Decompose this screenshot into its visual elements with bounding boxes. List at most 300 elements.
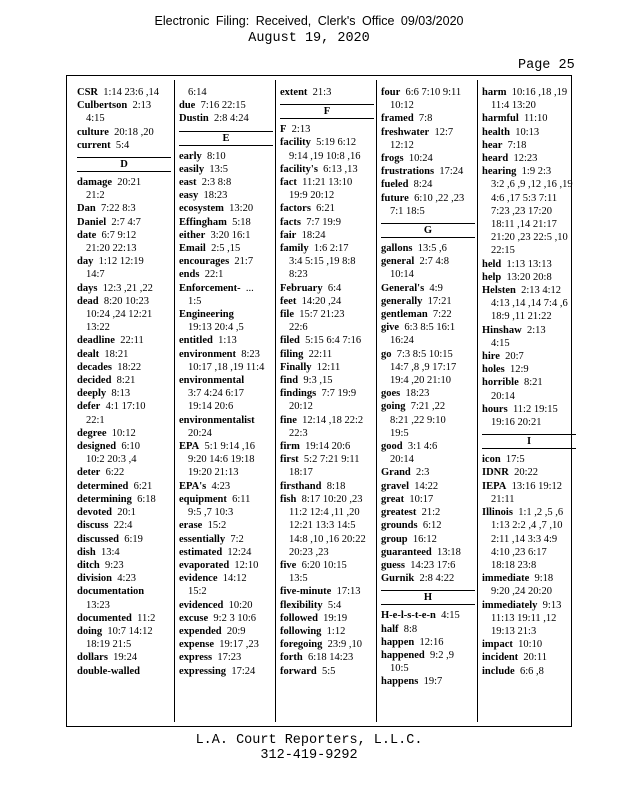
index-term: frustrations [381,166,435,178]
index-term: decades [77,361,112,373]
index-term: generally [381,295,423,307]
index-term: due [179,100,196,112]
index-entry [280,599,374,612]
index-entry [280,387,374,400]
index-references: 11:21 13:10 [302,177,353,189]
index-references: 6:10 [121,441,141,453]
index-references: 21:3 [312,87,332,98]
index-entry [482,665,576,678]
index-entry [179,176,273,189]
index-term: deter [77,467,101,479]
index-entry [381,609,475,622]
index-continuation: 7:1 18:5 [390,205,425,217]
index-entry [280,440,374,453]
index-references: 7:18 [507,139,527,151]
index-references: 3:20 16:1 [210,229,251,241]
index-term: harm [482,87,507,98]
index-term: give [381,322,400,334]
index-entry [77,255,171,268]
index-references: 20:18 ,20 [114,126,154,138]
index-term: group [381,533,408,545]
index-term: deadline [77,335,115,347]
index-entry [179,625,273,638]
index-references: 2:13 [132,100,152,112]
index-term: half [381,623,399,635]
index-term: firm [280,441,300,453]
index-term: equipment [179,493,227,505]
index-references: 5:19 6:12 [316,137,357,149]
index-references: 5:4 [327,599,342,611]
index-references: 1:12 12:19 [98,256,144,268]
page-number: Page 25 [518,58,575,73]
index-entry [280,374,374,387]
index-continuation: 11:4 13:20 [491,100,536,112]
index-term: February [280,282,323,294]
index-references: 20:7 [505,351,524,363]
index-term: general [381,256,415,268]
index-term: flexibility [280,599,323,611]
index-term: IEPA [482,480,507,492]
index-continuation: 1:13 2:2 ,4 ,7 ,10 [491,520,563,532]
index-references: 18:23 [405,388,430,400]
index-term: Dan [77,203,96,215]
index-references: 6:21 [133,480,153,492]
index-references: 8:21 [116,375,136,387]
index-references: 2:7 4:7 [111,216,141,228]
index-term: double-walled [77,665,141,677]
index-term: Enforcement- [179,282,241,294]
index-term: ecosystem [179,203,224,215]
index-references: 13:20 [229,203,254,215]
index-term: gentleman [381,309,428,321]
index-references: 4:23 [211,480,231,492]
index-entry [77,374,171,387]
index-references: 20:1 [117,507,136,519]
index-column-3 [280,86,374,720]
index-term: factors [280,203,311,215]
index-references: 20:22 [514,467,539,479]
index-references: 17:13 [336,586,361,598]
index-entry [381,86,475,99]
index-entry [381,321,475,334]
index-term: frogs [381,153,404,165]
index-references: 8:21 [524,377,543,389]
index-entry [482,258,576,271]
index-references: 21:7 [234,256,254,268]
index-entry [482,506,576,519]
index-continuation: 7:23 ,23 17:20 [491,205,552,217]
index-references: 7:21 ,22 [410,401,446,413]
index-continuation: 13:22 [86,322,110,334]
index-references: 6:22 [105,467,125,479]
index-entry [179,651,273,664]
index-references: 23:9 ,10 [327,639,363,651]
index-references: 10:10 [518,639,543,651]
index-entry [77,216,171,229]
index-entry [280,348,374,361]
index-references: 6:11 [232,493,251,505]
index-term: hear [482,139,503,151]
index-entry [179,202,273,215]
index-references: 12:24 [227,546,252,558]
index-entry [381,242,475,255]
index-entry [179,414,273,427]
index-term: happened [381,649,425,661]
index-continuation: 10:24 ,24 12:21 [86,309,153,321]
index-entry [179,480,273,493]
index-entry [77,348,171,361]
index-entry [381,466,475,479]
index-continuation: 9:20 ,24 20:20 [491,586,552,598]
index-entry [179,150,273,163]
index-term: decided [77,375,112,387]
index-continuation: 21:20 ,23 22:5 ,10 [491,232,568,244]
index-entry [280,282,374,295]
word-index-frame [66,75,572,727]
index-entry [77,334,171,347]
index-references: 17:5 [505,454,525,466]
index-references: 12:23 [513,153,538,165]
index-entry [77,139,171,152]
index-term: gravel [381,480,409,492]
index-term: happens [381,676,419,688]
index-term: findings [280,388,317,400]
index-term: forward [280,665,317,677]
index-term: first [280,454,299,466]
index-continuation: 3:2 ,6 ,9 ,12 ,16 ,19 [491,179,573,191]
index-entry [381,112,475,125]
index-references: 8:8 [403,623,418,635]
index-continuation: 20:14 [390,454,414,466]
index-continuation: 10:17 ,18 ,19 11:4 [188,361,265,373]
index-entry [77,506,171,519]
index-entry [77,612,171,625]
index-entry [280,216,374,229]
index-references: 2:13 [526,324,546,336]
index-entry [280,493,374,506]
index-references: 11:2 [137,612,156,624]
index-entry [77,559,171,572]
column-divider [477,80,478,722]
index-references: 6:20 10:15 [301,559,347,571]
index-continuation: 10:5 [390,663,409,675]
index-term: feet [280,295,297,307]
index-references: 22:11 [120,335,144,347]
index-term: facts [280,216,301,228]
index-term: H-e-l-s-t-e-n [381,610,436,622]
index-term: Gurnik [381,573,415,585]
index-continuation: 4:15 [86,113,105,125]
index-continuation: 21:2 [86,190,105,202]
index-references: 1:13 13:13 [506,258,552,270]
index-entry [77,519,171,532]
index-continuation: 22:1 [86,414,105,426]
index-entry [381,440,475,453]
index-entry [381,675,475,688]
index-entry [381,295,475,308]
reporter-phone: 312-419-9292 [260,748,358,763]
index-continuation: 9:5 ,7 10:3 [188,507,234,519]
index-references: 10:16 ,18 ,19 [511,87,568,98]
index-term: incident [482,652,519,664]
index-references: 17:24 [231,665,256,677]
index-term: early [179,150,202,162]
index-references: 17:24 [439,166,464,178]
index-entry [280,176,374,189]
index-continuation: 22:3 [289,427,308,439]
index-term: evidence [179,573,218,585]
index-term: documentation [77,586,145,598]
index-references: 20:9 [226,625,246,637]
index-continuation: 14:7 [86,269,105,281]
index-entry [482,152,576,165]
index-entry [280,242,374,255]
index-term: Engineering [179,309,234,321]
index-entry [381,649,475,662]
index-references: 6:4 [327,282,342,294]
index-references: 6:18 14:23 [308,652,354,664]
index-term: freshwater [381,126,430,138]
index-term: dead [77,295,99,307]
index-entry [482,165,576,178]
index-entry [77,282,171,295]
index-references: 2:7 4:8 [419,256,449,268]
index-references: 9:18 [534,573,554,585]
index-term: heard [482,153,509,165]
index-references: 6:10 ,22 ,23 [414,192,465,204]
index-entry [482,480,576,493]
index-entry [77,99,171,112]
index-continuation: 1:5 [188,295,202,307]
index-entry [77,202,171,215]
index-references: 8:20 10:23 [103,295,150,307]
index-entry [179,559,273,572]
index-entry [179,533,273,546]
index-term: Grand [381,467,411,479]
column-divider [376,80,377,722]
index-entry [482,376,576,389]
index-entry [179,572,273,585]
index-references: 11:2 19:15 [512,403,558,415]
index-references: 12:11 [316,361,341,373]
index-references: ... [245,282,254,294]
index-term: grounds [381,520,418,532]
index-term: Effingham [179,216,227,228]
index-term: day [77,256,94,268]
index-references: 13:5 [209,163,229,175]
index-term: date [77,229,97,241]
index-continuation: 14:7 ,8 ,9 17:17 [390,361,457,373]
index-entry [381,152,475,165]
index-entry [179,612,273,625]
index-entry [179,99,273,112]
index-term: evidenced [179,599,224,611]
index-term: followed [280,612,318,624]
index-references: 2:8 4:22 [419,573,455,585]
index-references: 7:22 [432,309,452,321]
index-continuation: 18:17 [289,467,313,479]
index-references: 8:17 10:20 ,23 [301,493,363,505]
index-term: environment [179,348,236,360]
index-entry [77,466,171,479]
index-entry [179,440,273,453]
index-entry [179,229,273,242]
index-references: 5:15 6:4 7:16 [305,335,362,347]
index-references: 8:13 [111,388,131,400]
index-references: 9:13 [542,599,562,611]
index-entry [280,585,374,598]
index-references: 7:7 19:9 [306,216,341,228]
index-continuation: 19:13 21:3 [491,625,537,637]
index-references: 6:7 9:12 [101,229,137,241]
index-entry [280,202,374,215]
index-term: guess [381,559,405,571]
index-term: fair [280,229,297,241]
index-term: Helsten [482,285,516,297]
index-entry [280,86,374,99]
index-continuation: 8:23 [289,269,308,281]
index-term: facility [280,137,311,149]
index-continuation: 19:13 20:4 ,5 [188,322,244,334]
index-entry [381,559,475,572]
index-references: 20:11 [523,652,547,664]
index-entry [381,480,475,493]
index-term: expense [179,639,214,651]
index-term: extent [280,87,308,98]
index-references: 12:14 ,18 22:2 [302,414,364,426]
index-entry [280,612,374,625]
index-references: 10:7 14:12 [107,625,153,637]
index-entry [77,493,171,506]
index-continuation: 11:2 12:4 ,11 ,20 [289,507,360,519]
index-term: help [482,271,502,283]
index-continuation: 18:18 23:8 [491,559,537,571]
index-references: 8:10 [207,150,226,162]
index-term: foregoing [280,639,323,651]
index-references: 7:7 19:9 [321,388,357,400]
index-entry [280,638,374,651]
index-continuation: 9:14 ,19 10:8 ,16 [289,150,361,162]
index-term: harmful [482,113,519,125]
index-term: discussed [77,533,120,545]
index-references: 13:18 [437,546,461,558]
index-term: expended [179,625,222,637]
index-term: estimated [179,546,223,558]
index-term: encourages [179,256,230,268]
index-references: 4:9 [429,282,443,294]
index-continuation: 4:10 ,23 6:17 [491,546,547,558]
index-entry [482,403,576,416]
reporter-company: L.A. Court Reporters, L.L.C. [195,733,423,748]
index-continuation: 18:9 ,11 21:22 [491,311,552,323]
index-continuation: 4:6 ,17 5:3 7:11 [491,192,558,204]
index-entry [77,625,171,638]
index-term: F [280,124,287,136]
index-references: 2:13 4:12 [521,285,562,297]
index-references: 1:1 ,2 ,5 ,6 [518,507,564,519]
index-term: firsthand [280,480,322,492]
index-entry [280,480,374,493]
index-references: 22:4 [113,520,133,532]
index-term: dealt [77,348,100,360]
index-column-2 [179,86,273,720]
index-references: 9:2 ,9 [430,649,454,661]
index-entry [77,533,171,546]
index-entry [482,271,576,284]
index-entry [77,229,171,242]
index-continuation: 9:20 14:6 19:18 [188,454,255,466]
section-letter: I [482,434,576,449]
index-references: 19:24 [113,652,138,664]
index-term: Dustin [179,113,209,125]
index-term: hearing [482,166,517,178]
index-continuation: 8:21 ,22 9:10 [390,414,446,426]
index-references: 10:20 [228,599,253,611]
index-references: 6:21 [316,203,335,215]
index-references: 3:1 4:6 [407,441,438,453]
index-entry [280,453,374,466]
index-references: 19:14 20:6 [305,441,351,453]
index-continuation: 10:2 20:3 ,4 [86,454,137,466]
index-term: current [77,139,111,151]
index-entry [482,112,576,125]
index-term: dish [77,546,96,558]
index-entry [482,126,576,139]
index-term: EPA [179,441,200,453]
index-term: discuss [77,520,109,532]
index-term: ends [179,269,200,281]
index-term: Illinois [482,507,513,519]
index-continuation: 12:12 [390,139,414,151]
index-references: 10:17 [409,493,434,505]
index-references: 22:1 [204,269,224,281]
index-continuation: 19:4 ,20 21:10 [390,375,451,387]
index-references: 20:21 [117,177,142,189]
index-references: 1:6 2:17 [313,243,349,255]
index-continuation: 10:12 [390,100,414,112]
index-references: 4:23 [117,573,136,585]
index-entry [77,651,171,664]
index-references: 7:16 22:15 [200,100,246,112]
index-references: 8:24 [413,179,433,191]
index-term: degree [77,427,107,439]
index-references: 4:1 17:10 [105,401,146,413]
index-term: health [482,126,511,138]
index-continuation: 12:21 13:3 14:5 [289,520,356,532]
index-term: impact [482,639,513,651]
index-references: 8:23 [241,348,260,360]
index-references: 6:12 [422,520,442,532]
index-references: 7:22 8:3 [100,203,136,215]
index-entry [381,636,475,649]
index-entry [381,493,475,506]
index-term: days [77,282,98,294]
index-term: happen [381,636,415,648]
index-entry [179,374,273,387]
index-continuation: 20:14 [491,390,515,402]
index-entry [77,126,171,139]
index-term: future [381,192,409,204]
index-entry [280,625,374,638]
index-term: damage [77,177,112,189]
index-references: 10:13 [515,126,540,138]
index-term: environmental [179,375,245,387]
index-references: 1:14 23:6 ,14 [103,87,159,98]
index-term: horrible [482,377,519,389]
section-letter: G [381,223,475,238]
index-term: CSR [77,87,99,98]
index-entry [77,400,171,413]
